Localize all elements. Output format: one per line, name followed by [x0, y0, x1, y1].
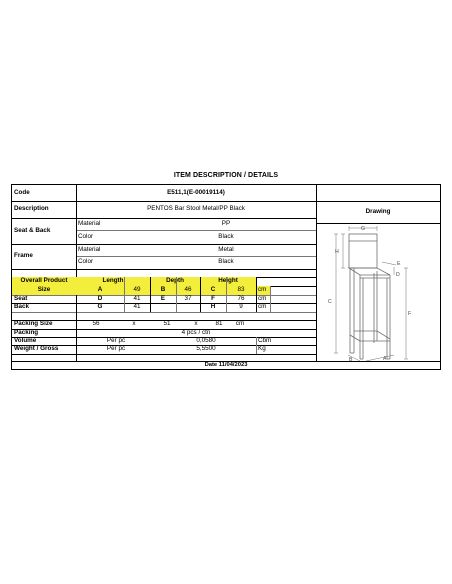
dim-label-d: D [396, 272, 400, 278]
height-header: Height [200, 277, 256, 286]
back-length-value: 41 [133, 303, 141, 311]
height-value-overall: 83 [226, 286, 256, 295]
packing-size-v1: 56 [92, 320, 100, 328]
date-footer: Date 11/04/2023 [204, 361, 248, 368]
seat-back-label: Seat & Back [14, 226, 51, 234]
length-header: Length [76, 277, 150, 286]
frame-material-label: Material [78, 245, 101, 253]
weight-label: Weight / Gross [14, 345, 59, 353]
bar-stool-drawing [316, 223, 440, 361]
packing-size-v2: 51 [163, 320, 171, 328]
description-label: Description [14, 205, 49, 213]
back-unit: cm [258, 303, 267, 311]
seat-height-value: 76 [237, 295, 245, 302]
seat-back-material: PP [221, 219, 231, 227]
dim-label-h: H [335, 249, 339, 255]
description-value: PENTOS Bar Stool Metal/PP Black [147, 205, 245, 213]
packing-value: 4 pcs / ctn [181, 329, 211, 336]
seat-length-code: D [97, 295, 103, 302]
drawing-label: Drawing [365, 207, 391, 215]
volume-value: 0,0580 [196, 337, 216, 344]
seat-depth-value: 37 [184, 295, 192, 302]
seat-back-material-label: Material [78, 219, 101, 227]
packing-size-unit: cm [235, 320, 245, 328]
frame-color: Black [218, 258, 234, 266]
height-code-c: C [200, 286, 226, 295]
packing-label: Packing [14, 329, 39, 336]
depth-header: Depth [150, 277, 200, 286]
back-dim-label: Back [14, 303, 30, 311]
dim-label-a: A [383, 356, 387, 361]
document-title: ITEM DESCRIPTION / DETAILS [173, 172, 279, 179]
length-value-overall: 49 [124, 286, 150, 295]
volume-per: Per pc [106, 337, 126, 344]
seat-back-color: Black [218, 232, 234, 240]
weight-value: 5,5500 [196, 345, 216, 353]
overall-unit: cm [256, 286, 270, 295]
seat-unit: cm [258, 295, 267, 302]
dim-label-g: G [361, 226, 366, 232]
packing-size-label: Packing Size [14, 320, 53, 328]
seat-height-code: F [211, 295, 215, 302]
seat-back-color-label: Color [78, 232, 94, 240]
back-height-code: H [210, 303, 216, 311]
volume-unit: Cbm [258, 337, 272, 344]
overall-product-header: Overall Product [12, 277, 76, 286]
volume-label: Volume [14, 337, 37, 344]
item-spec-sheet [11, 184, 441, 370]
seat-dim-label: Seat [14, 295, 28, 302]
seat-depth-code: E [160, 295, 166, 302]
frame-color-label: Color [78, 258, 94, 266]
packing-size-v3: 81 [215, 320, 223, 328]
depth-code-b: B [150, 286, 176, 295]
length-code-a: A [76, 286, 124, 295]
back-length-code: G [97, 303, 103, 311]
frame-material: Metal [218, 245, 234, 253]
size-label: Size [12, 286, 76, 295]
weight-unit: Kg [258, 345, 266, 353]
code-value: E511,1(E-00019114) [167, 188, 225, 196]
frame-label: Frame [14, 252, 33, 260]
seat-length-value: 41 [133, 295, 141, 302]
packing-size-x2: x [194, 320, 198, 328]
dim-label-c: C [328, 299, 332, 305]
weight-per: Per pc [106, 345, 126, 353]
dim-label-b: B [349, 357, 353, 361]
packing-size-x1: x [132, 320, 136, 328]
dim-label-e: E [397, 261, 401, 267]
dim-label-f: F [408, 311, 412, 317]
code-label: Code [14, 188, 30, 196]
depth-value-overall: 46 [176, 286, 200, 295]
back-height-value: 9 [239, 303, 243, 311]
